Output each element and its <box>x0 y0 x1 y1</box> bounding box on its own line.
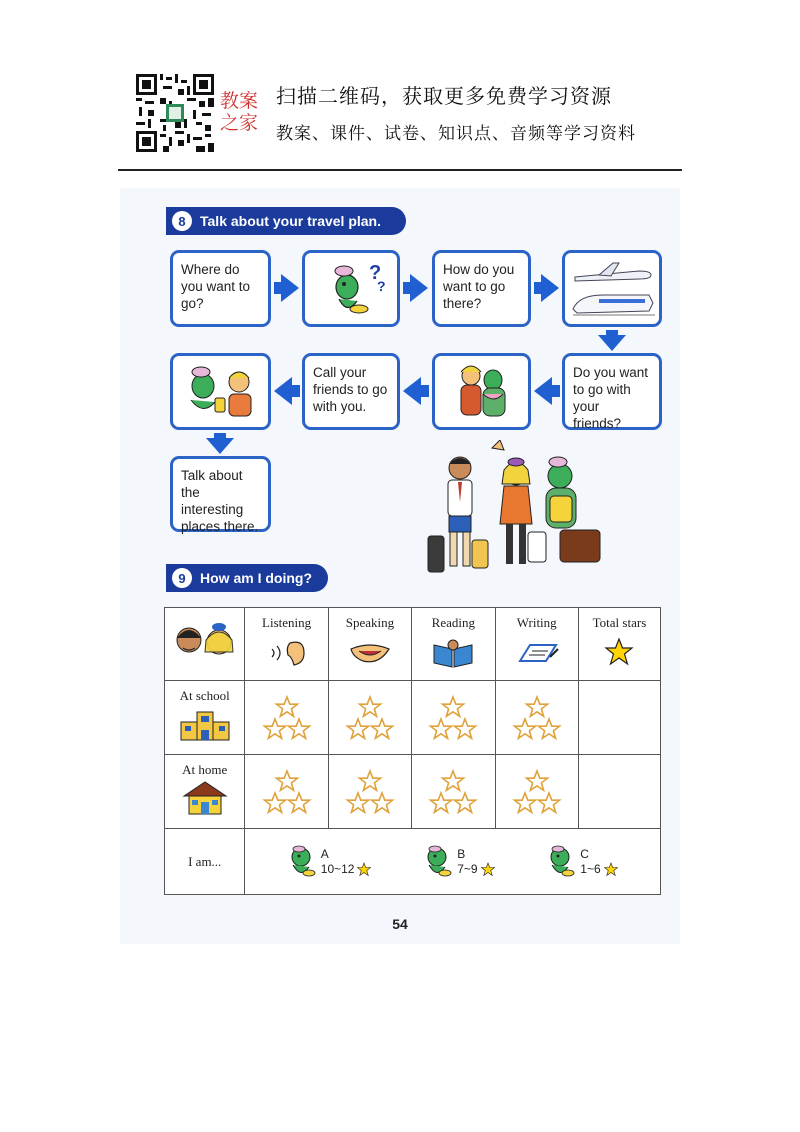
kids-icon <box>169 618 241 666</box>
table-row-iam <box>165 829 661 895</box>
total-home[interactable] <box>578 755 660 829</box>
column-listening <box>245 608 328 681</box>
grade-a <box>287 845 373 879</box>
three-star-outline-icon <box>423 694 483 744</box>
column-reading <box>412 608 495 681</box>
mouth-icon <box>345 637 395 669</box>
stars-listening-home[interactable] <box>245 755 328 829</box>
star-icon <box>480 862 496 877</box>
arrow-right-icon <box>541 274 559 302</box>
grade-range: 1~6 <box>580 861 601 876</box>
total-star-icon <box>604 637 634 667</box>
step-friends-text: Do you want to go with your friends? <box>573 365 649 431</box>
row-label: At home <box>182 762 228 777</box>
column-label: Speaking <box>345 615 395 630</box>
step-how-text: How do you want to go there? <box>443 262 515 311</box>
stars-speaking-school[interactable] <box>328 681 411 755</box>
table-row-school <box>165 681 661 755</box>
three-star-outline-icon <box>340 768 400 818</box>
step-phone-picture <box>170 353 271 430</box>
grade-letter: C <box>580 846 589 861</box>
logo-line-1: 教案 <box>220 90 259 112</box>
column-label: Reading <box>431 615 475 630</box>
step-call-box <box>302 353 400 430</box>
stars-speaking-home[interactable] <box>328 755 411 829</box>
arrow-right-icon <box>281 274 299 302</box>
plane-and-train-icon <box>569 257 657 321</box>
header-divider <box>118 169 682 171</box>
table-header-row <box>165 608 661 681</box>
three-star-outline-icon <box>257 694 317 744</box>
arrow-shaft <box>291 385 300 397</box>
thinking-dragon-icon <box>309 257 395 321</box>
arrow-left-icon <box>274 377 292 405</box>
iam-label-cell <box>165 829 245 895</box>
phone-call-icon <box>177 360 266 424</box>
section-9-number: 9 <box>172 568 192 588</box>
dragon-icon <box>287 845 319 879</box>
svg-text:?: ? <box>377 278 386 294</box>
star-icon <box>356 862 372 877</box>
arrow-left-icon <box>534 377 552 405</box>
kids-cell <box>165 608 245 681</box>
column-label: Listening <box>262 615 312 630</box>
arrow-shaft <box>420 385 429 397</box>
section-9-title: How am I doing? <box>200 570 312 586</box>
section-9-banner <box>166 564 328 592</box>
column-total-stars <box>578 608 660 681</box>
three-star-outline-icon <box>507 694 567 744</box>
table-row-home <box>165 755 661 829</box>
travellers-illustration <box>420 440 610 580</box>
stars-reading-school[interactable] <box>412 681 495 755</box>
dragon-icon <box>423 845 455 879</box>
iam-label: I am... <box>188 853 222 869</box>
step-friends-box <box>562 353 662 430</box>
row-label-school <box>165 681 245 755</box>
grade-c <box>546 845 618 879</box>
stars-writing-home[interactable] <box>495 755 578 829</box>
arrow-down-icon <box>206 438 234 454</box>
ear-icon <box>262 637 312 669</box>
page-number: 54 <box>392 916 408 932</box>
step-where-text: Where do you want to go? <box>181 262 251 311</box>
grades-list <box>245 845 660 879</box>
step-how-box <box>432 250 531 327</box>
three-star-outline-icon <box>340 694 400 744</box>
self-evaluation-table <box>164 607 661 895</box>
step-transport-picture <box>562 250 662 327</box>
step-talk-box <box>170 456 271 532</box>
book-icon <box>428 637 478 669</box>
grade-letter: A <box>320 846 329 861</box>
stars-reading-home[interactable] <box>412 755 495 829</box>
step-where-box <box>170 250 271 327</box>
star-icon <box>603 862 619 877</box>
column-speaking <box>328 608 411 681</box>
row-label: At school <box>179 688 230 703</box>
arrow-down-icon <box>598 335 626 351</box>
header-line-1: 扫描二维码，获取更多免费学习资源 <box>276 84 612 108</box>
stars-writing-school[interactable] <box>495 681 578 755</box>
qr-code <box>136 74 214 152</box>
logo-text <box>220 90 258 134</box>
friends-hugging-icon <box>439 360 526 424</box>
grade-b <box>423 845 495 879</box>
three-star-outline-icon <box>257 768 317 818</box>
section-8-number: 8 <box>172 211 192 231</box>
total-school[interactable] <box>578 681 660 755</box>
step-thinking-picture <box>302 250 400 327</box>
arrow-right-icon <box>410 274 428 302</box>
arrow-left-icon <box>403 377 421 405</box>
grade-range: 7~9 <box>457 861 478 876</box>
three-star-outline-icon <box>423 768 483 818</box>
logo-line-2: 之家 <box>220 112 259 134</box>
section-8-banner <box>166 207 406 235</box>
three-star-outline-icon <box>507 768 567 818</box>
grade-letter: B <box>457 846 466 861</box>
column-label: Total stars <box>592 615 647 630</box>
school-icon <box>177 708 233 742</box>
header-line-2: 教案、课件、试卷、知识点、音频等学习资料 <box>276 124 636 144</box>
house-icon <box>180 780 230 816</box>
row-label-home <box>165 755 245 829</box>
dragon-icon <box>546 845 578 879</box>
arrow-shaft <box>551 385 560 397</box>
column-writing <box>495 608 578 681</box>
writing-pad-icon <box>512 637 562 669</box>
step-hug-picture <box>432 353 531 430</box>
column-label: Writing <box>516 615 557 630</box>
step-talk-text: Talk about the interesting places there. <box>181 468 259 534</box>
grade-range: 10~12 <box>320 861 355 876</box>
stars-listening-school[interactable] <box>245 681 328 755</box>
section-8-title: Talk about your travel plan. <box>200 213 382 229</box>
svg-text:?: ? <box>369 262 382 284</box>
step-call-text: Call your friends to go with you. <box>313 365 388 414</box>
grades-cell <box>245 829 661 895</box>
